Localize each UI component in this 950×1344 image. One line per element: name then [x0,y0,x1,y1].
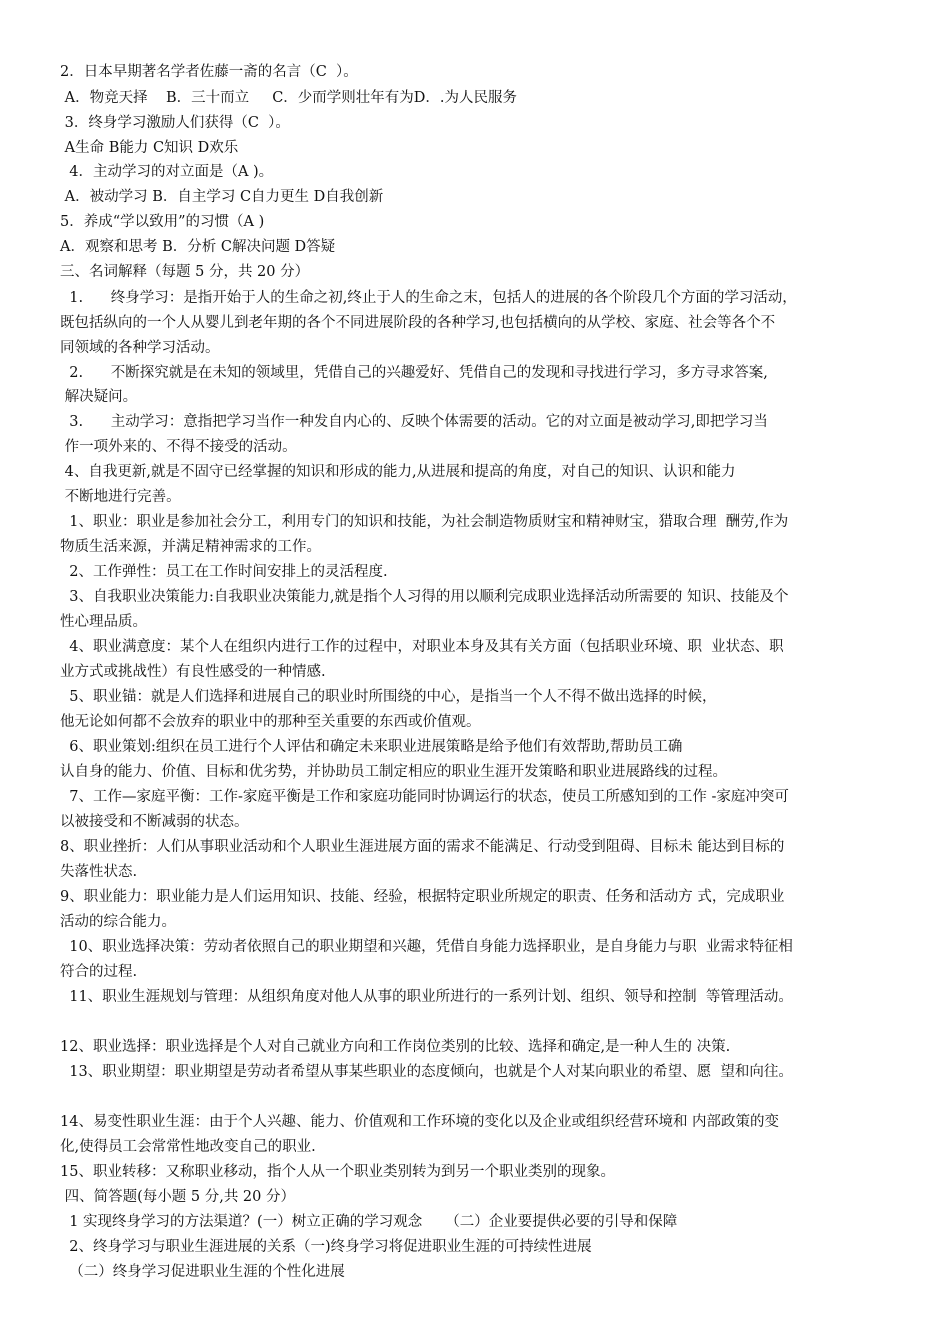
section-heading: 三、名词解释（每题 5 分，共 20 分） [60,264,310,280]
text-line: 2、工作弹性：员工在工作时间安排上的灵活程度. [60,564,388,580]
text-line: 3. 主动学习：意指把学习当作一种发自内心的、反映个体需要的活动。它的对立面是被动学习,即把学习当 [60,414,768,430]
text-line: 9、职业能力：职业能力是人们运用知识、技能、经验，根据特定职业所规定的职责、任务和活动方 式，完成职业 [60,889,785,905]
text-line: 作一项外来的、不得不接受的活动。 [60,439,297,455]
text-line: 10、职业选择决策：劳动者依照自己的职业期望和兴趣，凭借自身能力选择职业，是自身能力与职 业需求特征相 [60,939,793,955]
text-line: 3．终身学习激励人们获得（C ）。 [60,115,290,131]
text-line: 解决疑问。 [60,389,138,405]
text-line: A．被动学习 B．自主学习 C自力更生 D自我创新 [60,189,384,205]
text-line: 4．主动学习的对立面是（A )。 [60,164,274,180]
text-line: （二）终身学习促进职业生涯的个性化进展 [60,1264,345,1280]
text-line: 失落性状态. [60,864,138,880]
text-line: 符合的过程. [60,964,138,980]
text-line: 认自身的能力、价值、目标和优劣势，并协助员工制定相应的职业生涯开发策略和职业进展路线的过程。 [60,764,727,780]
text-line: A．物竞天择 B．三十而立 C．少而学则壮年有为D．.为人民服务 [60,90,518,106]
text-line: 2、终身学习与职业生涯进展的关系（一)终身学习将促进职业生涯的可持续性进展 [60,1239,592,1255]
text-line: 3、自我职业决策能力:自我职业决策能力,就是指个人习得的用以顺利完成职业选择活动所需要的 知识、技能及个 [60,589,789,605]
text-line: A生命 B能力 C知识 D欢乐 [60,140,239,156]
text-line: 1、职业：职业是参加社会分工，利用专门的知识和技能，为社会制造物质财宝和精神财宝，猎取合理 酬劳,作为 [60,514,789,530]
text-line: 化,使得员工会常常性地改变自己的职业. [60,1139,316,1155]
text-line: 以被接受和不断减弱的状态。 [60,814,249,830]
text-line: 5、职业锚：就是人们选择和进展自己的职业时所围绕的中心，是指当一个人不得不做出选择的时候， [60,689,717,705]
text-line: 物质生活来源，并满足精神需求的工作。 [60,539,321,555]
text-line: 他无论如何都不会放弃的职业中的那种至关重要的东西或价值观。 [60,714,481,730]
text-line: 14、易变性职业生涯：由于个人兴趣、能力、价值观和工作环境的变化以及企业或组织经营环境和 内部政策的变 [60,1114,780,1130]
text-line: 1 实现终身学习的方法渠道？(一）树立正确的学习观念 （二）企业要提供必要的引导和保障 [60,1214,678,1230]
text-line: 不断地进行完善。 [60,489,181,505]
text-line: 1. 终身学习：是指开始于人的生命之初,终止于人的生命之末，包括人的进展的各个阶段几个方面的学习活动， [60,290,797,306]
text-line: A．观察和思考 B．分析 C解决问题 D答疑 [60,239,336,255]
text-line: 业方式或挑战性）有良性感受的一种情感. [60,664,326,680]
text-line: 8、职业挫折：人们从事职业活动和个人职业生涯进展方面的需求不能满足、行动受到阻碍、目标未 能达到目标的 [60,839,785,855]
text-line: 7、工作—家庭平衡：工作-家庭平衡是工作和家庭功能同时协调运行的状态，使员工所感知到的工作 -家庭冲突可 [60,789,789,805]
text-line: 既包括纵向的一个人从婴儿到老年期的各个不同进展阶段的各种学习,也包括横向的从学校、家庭、社会等各个不 [60,315,776,331]
text-line: 4、自我更新,就是不固守已经掌握的知识和形成的能力,从进展和提高的角度，对自己的知识、认识和能力 [60,464,736,480]
text-line: 4、职业满意度：某个人在组织内进行工作的过程中，对职业本身及其有关方面（包括职业环境、职 业状态、职 [60,639,784,655]
text-line: 2. 不断探究就是在未知的领域里，凭借自己的兴趣爱好、凭借自己的发现和寻找进行学习，多方寻求答案, [60,365,768,381]
text-line: 同领域的各种学习活动。 [60,340,220,356]
text-line: 2．日本早期著名学者佐藤一斋的名言（C ）。 [60,64,358,80]
section-heading: 四、简答题(每小题 5 分,共 20 分） [60,1189,295,1205]
text-line: 性心理品质。 [60,614,147,630]
text-line: 11、职业生涯规划与管理：从组织角度对他人从事的职业所进行的一系列计划、组织、领导和控制 等管理活动。 [60,989,793,1005]
text-line: 5．养成“学以致用”的习惯（A ) [60,214,265,230]
text-line: 活动的综合能力。 [60,914,176,930]
text-line: 15、职业转移：又称职业移动，指个人从一个职业类别转为到另一个职业类别的现象。 [60,1164,615,1180]
text-line: 6、职业策划:组织在员工进行个人评估和确定未来职业进展策略是给予他们有效帮助,帮助员工确 [60,739,683,755]
text-line: 12、职业选择：职业选择是个人对自己就业方向和工作岗位类别的比较、选择和确定,是一种人生的 决策. [60,1039,731,1055]
text-line: 13、职业期望：职业期望是劳动者希望从事某些职业的态度倾向，也就是个人对某向职业的希望、愿 望和向往。 [60,1064,793,1080]
